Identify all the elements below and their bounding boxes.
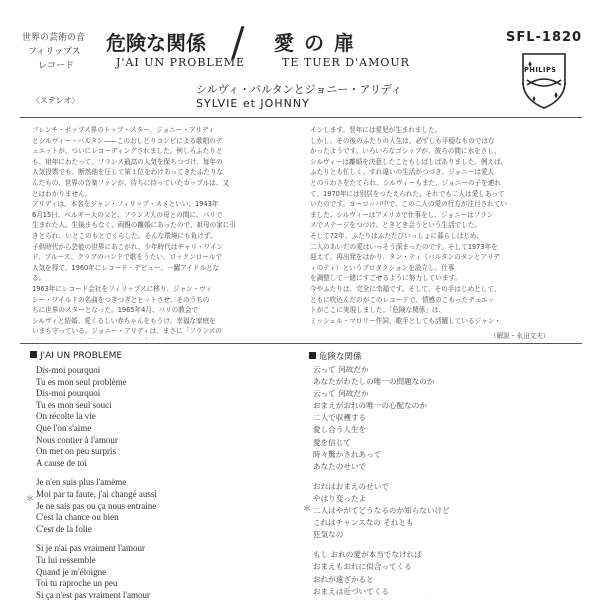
stanza-gap bbox=[36, 469, 157, 477]
liner-line: 人気投票でも、断然他を圧して第１位をわけあってきたふたりな bbox=[32, 168, 224, 177]
liner-line: 1963年にレコード会社をフィリップスに移り、ジャン・ヴィ bbox=[32, 284, 213, 293]
lyric-line: 云って 何故だか bbox=[313, 389, 369, 399]
lyric-line: あなたのせいで bbox=[313, 461, 367, 471]
liner-line: トがここに実現しました。「危険な関係」は、 bbox=[310, 306, 446, 315]
lyric-line: On récolte la vie bbox=[36, 411, 96, 422]
fr-lyrics-title: J'AI UN PROBLEME bbox=[40, 351, 123, 361]
liner-line: きとられ、いとこのもとでくらした。そんな環境にも負けず、 bbox=[32, 231, 217, 240]
jp-lyrics-title: 危険な関係 bbox=[319, 352, 362, 362]
divider-top bbox=[20, 117, 582, 118]
lyric-line: Je n'en suis plus l'amème bbox=[36, 477, 127, 488]
liner-line: 今やふたりは、完全に幸福です。そして、その手はじめとして、 bbox=[310, 284, 501, 293]
liner-line: 6月15日、ベルギー人の父と、フランス人の母との間に、パリで bbox=[32, 210, 223, 219]
lyric-line: おまえがおれの唯一の心配なのか bbox=[313, 401, 427, 411]
lyric-line: 時々驚かされあって bbox=[313, 449, 382, 459]
liner-line: いまも守っている。ジョニー・アリディは、まさに「フランスの bbox=[32, 327, 222, 336]
lyric-line: A cause de toi bbox=[36, 457, 87, 468]
liner-credit: （解説・永田文夫） bbox=[490, 332, 550, 340]
liner-line: とのうわさをたてられ、シルヴィーもまた、ジョニーの子を連れ bbox=[310, 178, 501, 187]
label-line-2: フィリップス bbox=[28, 47, 81, 57]
lyric-line: Si ça n'est pas vraiment l'amour bbox=[36, 589, 150, 600]
lyric-line: Tu es mon seul souci bbox=[36, 399, 112, 410]
lyric-line: 二人はやがてどうなるのか知らないけど bbox=[313, 506, 450, 516]
liner-line: も、祖年にわたって、フランス最高の人気を保ちつづけ、毎年の bbox=[32, 157, 223, 166]
lyric-line: On met on peu surpris bbox=[36, 446, 116, 457]
lyric-line: Moi par ta faute, j'ai changé aussi bbox=[36, 488, 157, 499]
lyric-line: やはり変ったよ bbox=[313, 493, 367, 503]
liner-line: んだもの、世界の音楽ファンが、待ちに待っていたカップルは、又 bbox=[32, 178, 230, 187]
liner-line: ともに吹込んだのがこのレコードで、情感のこもったデュエッ bbox=[310, 295, 495, 304]
liner-line: ミッシェル・マロリー作詞、歌手としても活躍しているジャン・ bbox=[310, 316, 501, 325]
liner-line: 二人のあいだの愛はいっそう深まったのです。そして1973年を bbox=[310, 242, 498, 251]
lyric-line: おれはおまえのせいで bbox=[313, 481, 389, 491]
liner-line bbox=[32, 337, 302, 339]
jp-lyrics-heading bbox=[309, 350, 362, 362]
lyric-line: おれが遠ざかると bbox=[313, 574, 374, 584]
stanza-gap bbox=[313, 541, 450, 549]
liner-line: る。 bbox=[32, 274, 46, 283]
liner-line bbox=[310, 326, 578, 327]
lyric-line: Si je n'ai pas vraiment l'amour bbox=[36, 543, 145, 554]
lyric-line: Tu es mon seul problème bbox=[36, 376, 127, 387]
fr-artists: SYLVIE et JOHNNY bbox=[196, 97, 310, 110]
lyric-line: Dis-moi pourquoi bbox=[36, 365, 101, 375]
jp-artists: シルヴィ・バルタンとジョニー・アリディ bbox=[196, 83, 402, 96]
catalog-number: SFL-1820 bbox=[506, 30, 583, 45]
label-line-1: 世界の芸術の音 bbox=[22, 33, 86, 43]
liner-line: ちに世界のスターとなった。1965年4月、パリの教会で bbox=[32, 306, 199, 315]
liner-line: インします。翌年には愛児が生まれました。 bbox=[310, 126, 442, 134]
liner-line: ふたりとも忙しく、すれ違いの生活がつづき、ジョニーは愛人 bbox=[310, 168, 495, 177]
lyric-line: おまえは近づいてくる bbox=[313, 586, 389, 596]
liner-line: シー・ワイルドの名曲をつぎつぎとヒットさせ、そのうちの bbox=[32, 295, 210, 304]
stanza-gap bbox=[313, 473, 450, 481]
liner-line: 子供時代から芸能の世界にあこがれ、少年時代はチャリ・ワイン bbox=[32, 242, 224, 251]
lyric-line: 愛し合う人生を bbox=[313, 425, 367, 435]
liner-line: 人気を得て、1960年にレコード・デビュー、一躍アイドルとな bbox=[32, 263, 220, 272]
fr-lyrics bbox=[36, 365, 157, 600]
lyric-line: これはチャンスなの それとも bbox=[313, 518, 414, 528]
liner-line: シルヴィと結婚、愛くるしい赤ちゃんをもうけ、幸福な家庭を bbox=[32, 316, 216, 325]
liner-line: を調整して一緒にすごせるように努力しています。 bbox=[310, 274, 462, 283]
liner-line: ュエットが、ついにレコーディングされました。例しろふたりと bbox=[32, 147, 223, 156]
fr-lyrics-heading bbox=[30, 351, 122, 361]
square-bullet-icon bbox=[30, 351, 37, 358]
lyric-line: Nous contier à l'amour bbox=[36, 434, 118, 445]
liner-line: とシルヴィー・バルタン——このおしどりコンビによる歌唱のデ bbox=[32, 136, 223, 145]
stereo-label: 〈ステレオ〉 bbox=[32, 96, 80, 105]
philips-logo bbox=[520, 52, 568, 110]
lyric-line: Que l'on s'aime bbox=[36, 422, 92, 433]
philips-logo-text: PHILIPS bbox=[524, 66, 557, 74]
jp-title-2: 愛の扉 bbox=[274, 31, 364, 55]
liner-notes-left bbox=[32, 125, 302, 339]
liner-line: とはわかりません。 bbox=[32, 189, 92, 198]
label-line-3: レコード bbox=[38, 61, 75, 71]
liner-line: ました。シルヴィーはアメリカで仕事をし、ジョニーはフラン bbox=[310, 210, 494, 219]
lyric-line: Dis-moi pourquoi bbox=[36, 388, 101, 399]
liner-line: 迎えて、再出発をはかり、タン・ティ（バルタンのタンとアリデ bbox=[310, 253, 500, 262]
liner-line: ィのティ）というプロダクションを設立し、仕事 bbox=[310, 263, 455, 272]
liner-line: 生まれた人。生後まもなく、両親の離婚にあったので、祖母の家に引 bbox=[32, 221, 237, 230]
liner-line: いたのです。ヨーロッパ中で、この二人の愛の行方が注目されてい bbox=[310, 200, 508, 209]
liner-line: て、1970年には別居をつたえられた。それでも二人は愛しあって bbox=[310, 189, 505, 198]
square-bullet-icon bbox=[309, 352, 316, 359]
lyric-line: Toi tu raproche un peu bbox=[36, 578, 118, 589]
jp-lyrics bbox=[313, 364, 450, 600]
liner-line: フレンチ・ポップス界のトップ・スター、ジョニー・アリディ bbox=[32, 126, 215, 134]
fr-stanza-marker: ＊ bbox=[26, 494, 34, 503]
lyric-line: 云って 何故だか bbox=[313, 365, 369, 374]
fr-title-1: J'AI UN PROBLEME bbox=[116, 56, 246, 69]
liner-notes-right bbox=[310, 125, 578, 327]
stanza-gap bbox=[36, 535, 157, 543]
lyric-line: Tu lui ressemble bbox=[36, 554, 96, 565]
fr-title-2: TE TUER D'AMOUR bbox=[282, 56, 410, 69]
lyric-line: C'est de la folie bbox=[36, 523, 92, 534]
liner-line: そして72年、ふたりはふたたびいっしょに暮らしはじめ、 bbox=[310, 231, 483, 240]
philips-shield-icon bbox=[520, 52, 568, 110]
lyric-line: C'est la chance ou bien bbox=[36, 512, 119, 523]
lyric-line: 二人で収穫する bbox=[313, 413, 367, 423]
lyric-line: もし おれの愛が本当でなければ bbox=[313, 550, 422, 560]
jp-stanza-marker: ＊ bbox=[303, 504, 311, 513]
liner-line: しかし、その後のふたりの人生は、必ずしも平穏なものではな bbox=[310, 136, 495, 145]
title-slash: / bbox=[231, 20, 245, 66]
liner-line: かったようです。いろいろなゴシップが、彼らの間に水をさし、 bbox=[310, 147, 501, 156]
lyric-line: Quand je m'éloigne bbox=[36, 566, 107, 577]
liner-line: スでステージをつづけ、ときどき会うという生活でした。 bbox=[310, 221, 481, 230]
lyric-line: 狂気なの bbox=[313, 530, 344, 540]
liner-line: ド、ブルース、クラブのバンドで歌をうたい、ロックンロールで bbox=[32, 253, 222, 262]
jp-title-1: 危険な関係 bbox=[106, 31, 206, 55]
lyric-line: Je ne sais pas ou ça nous entraine bbox=[36, 500, 157, 511]
lyric-line: 愛を信じて bbox=[313, 437, 351, 447]
lyric-line: あなたがわたしの唯一の問題なのか bbox=[313, 377, 435, 387]
lyric-line: おまえもおれに似合ってくる bbox=[313, 562, 412, 572]
liner-line: シルヴィーは離婚を決意したこともしばしばありました。例えば、 bbox=[310, 157, 508, 166]
divider-middle bbox=[20, 343, 582, 344]
liner-line: アリディは、本名をジャン・フィリップ・スメといい、1943年 bbox=[32, 200, 219, 209]
